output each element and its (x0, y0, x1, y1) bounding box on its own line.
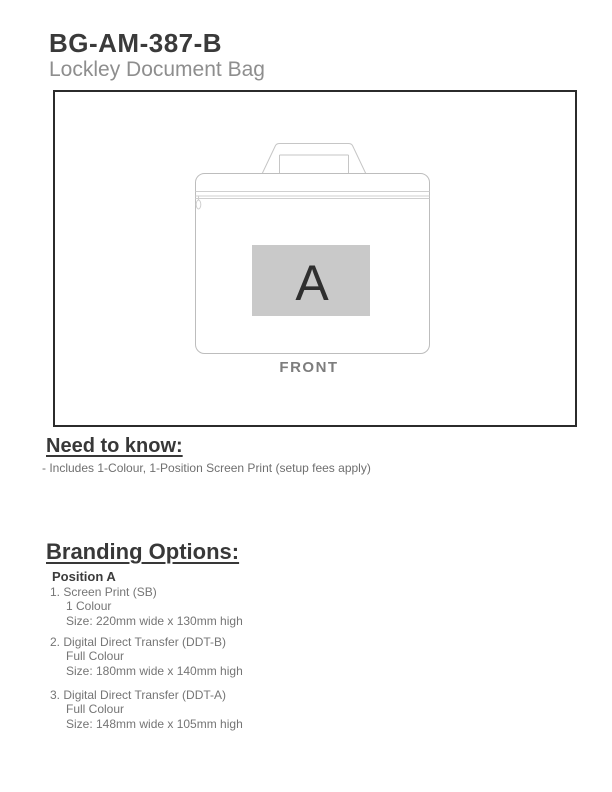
branding-option (50, 688, 243, 731)
branding-option (50, 635, 243, 678)
branding-option (50, 585, 243, 628)
product-diagram-frame (53, 90, 577, 427)
option-colour: Full Colour (66, 649, 125, 664)
need-to-know-note: - Includes 1-Colour, 1-Position Screen Print (setup fees apply) (42, 461, 371, 475)
product-name-subtitle: Lockley Document Bag (49, 58, 265, 81)
option-method: Screen Print (SB) (63, 585, 157, 599)
option-method: Digital Direct Transfer (DDT-A) (63, 688, 227, 702)
option-method-line (50, 585, 243, 599)
print-position-label: A (295, 255, 329, 311)
option-number: 3. (50, 688, 61, 702)
position-a-heading: Position A (52, 569, 116, 584)
front-view-label: FRONT (279, 359, 339, 376)
option-method-line (50, 635, 243, 649)
branding-options-heading: Branding Options: (46, 539, 240, 564)
option-number: 2. (50, 635, 61, 649)
option-size: Size: 180mm wide x 140mm high (66, 663, 243, 678)
option-colour: Full Colour (66, 702, 125, 717)
bag-handle-icon (262, 144, 366, 175)
option-size: Size: 148mm wide x 105mm high (66, 716, 243, 731)
option-size: Size: 220mm wide x 130mm high (66, 613, 243, 628)
document-bag-diagram (55, 92, 575, 425)
need-to-know-heading: Need to know: (46, 435, 183, 457)
option-method: Digital Direct Transfer (DDT-B) (63, 635, 227, 649)
option-method-line (50, 688, 243, 702)
product-code-title: BG-AM-387-B (49, 28, 223, 58)
option-number: 1. (50, 585, 61, 599)
option-colour: 1 Colour (66, 599, 112, 614)
